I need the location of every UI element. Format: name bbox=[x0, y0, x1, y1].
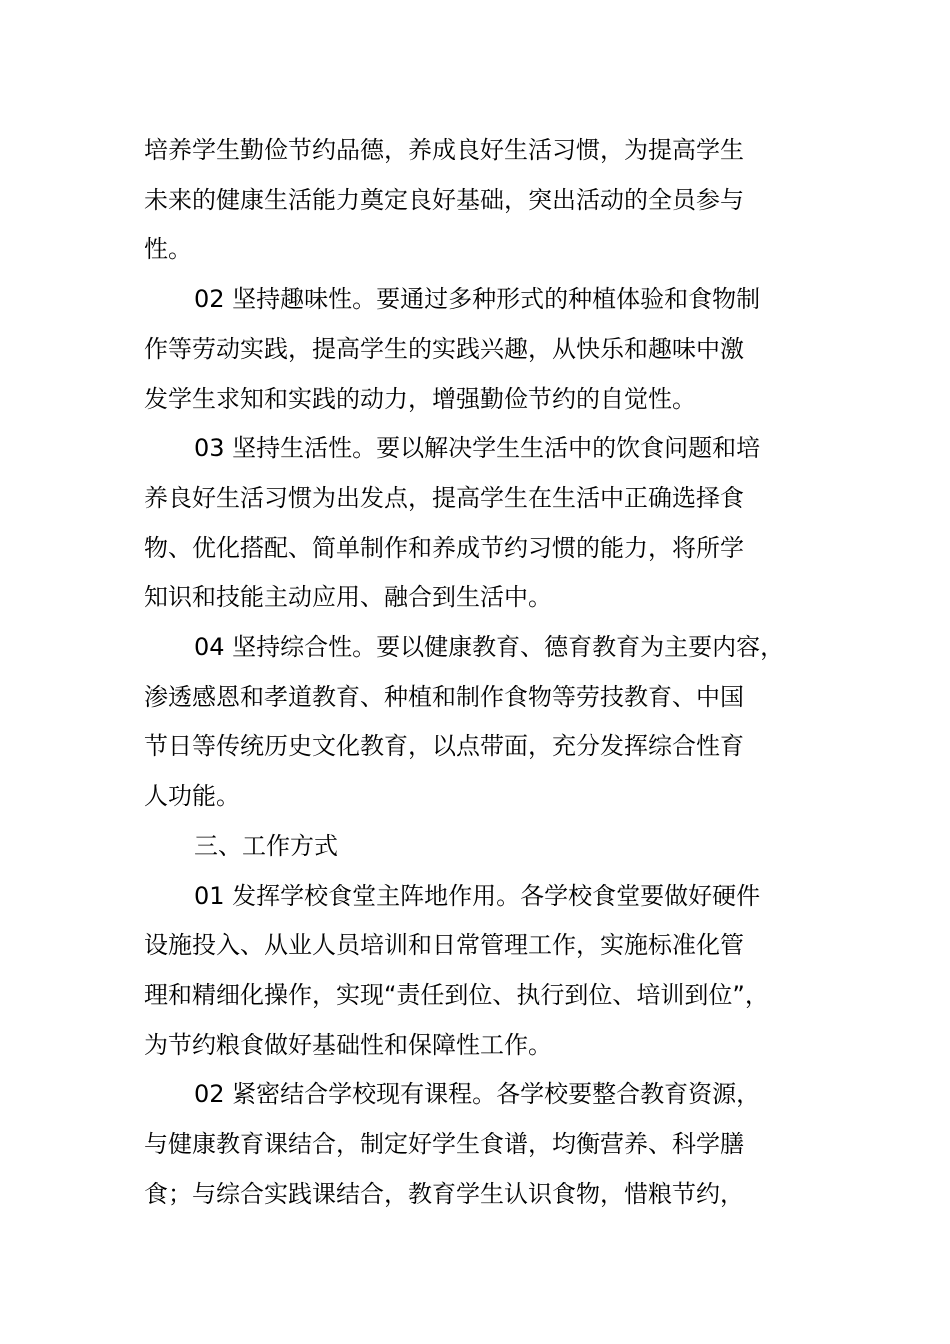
text-line: 人功能。 bbox=[144, 782, 240, 811]
text-line: 培养学生勤俭节约品德，养成良好生活习惯，为提高学生 bbox=[144, 136, 744, 164]
text-line: 养良好生活习惯为出发点，提高学生在生活中正确选择食 bbox=[144, 483, 744, 512]
section-heading: 三、工作方式 bbox=[194, 831, 338, 860]
text-line: 为节约粮食做好基础性和保障性工作。 bbox=[144, 1030, 552, 1059]
text-line: 03 坚持生活性。要以解决学生生活中的饮食问题和培 bbox=[194, 434, 761, 463]
text-line: 01 发挥学校食堂主阵地作用。各学校食堂要做好硬件 bbox=[194, 881, 761, 910]
text-line: 02 坚持趣味性。要通过多种形式的种植体验和食物制 bbox=[194, 285, 761, 314]
text-line: 作等劳动实践，提高学生的实践兴趣，从快乐和趣味中激 bbox=[144, 334, 744, 363]
text-line: 02 紧密结合学校现有课程。各学校要整合教育资源， bbox=[194, 1080, 761, 1109]
text-line: 知识和技能主动应用、融合到生活中。 bbox=[144, 583, 552, 612]
text-line: 节日等传统历史文化教育，以点带面，充分发挥综合性育 bbox=[144, 732, 744, 761]
text-line: 食；与综合实践课结合，教育学生认识食物，惜粮节约， bbox=[144, 1179, 744, 1208]
paragraph-02-fun bbox=[144, 275, 834, 424]
text-line: 渗透感恩和孝道教育、种植和制作食物等劳技教育、中国 bbox=[144, 682, 744, 711]
paragraph-continuation bbox=[144, 126, 834, 275]
paragraph-04-comprehensive bbox=[144, 623, 834, 822]
text-line: 与健康教育课结合，制定好学生食谱，均衡营养、科学膳 bbox=[144, 1130, 744, 1159]
document-body bbox=[144, 126, 834, 1219]
paragraph-01-canteen bbox=[144, 872, 834, 1071]
text-line: 04 坚持综合性。要以健康教育、德育教育为主要内容， bbox=[194, 633, 785, 662]
text-line: 物、优化搭配、简单制作和养成节约习惯的能力，将所学 bbox=[144, 533, 744, 562]
text-line: 发学生求知和实践的动力，增强勤俭节约的自觉性。 bbox=[144, 384, 696, 413]
text-line: 设施投入、从业人员培训和日常管理工作，实施标准化管 bbox=[144, 931, 744, 960]
text-line: 理和精细化操作，实现“责任到位、执行到位、培训到位”， bbox=[144, 980, 769, 1009]
section-heading-work-methods bbox=[144, 822, 834, 872]
paragraph-03-life bbox=[144, 424, 834, 623]
paragraph-02-curriculum bbox=[144, 1070, 834, 1219]
text-line: 性。 bbox=[144, 235, 192, 264]
text-line: 未来的健康生活能力奠定良好基础，突出活动的全员参与 bbox=[144, 185, 744, 214]
